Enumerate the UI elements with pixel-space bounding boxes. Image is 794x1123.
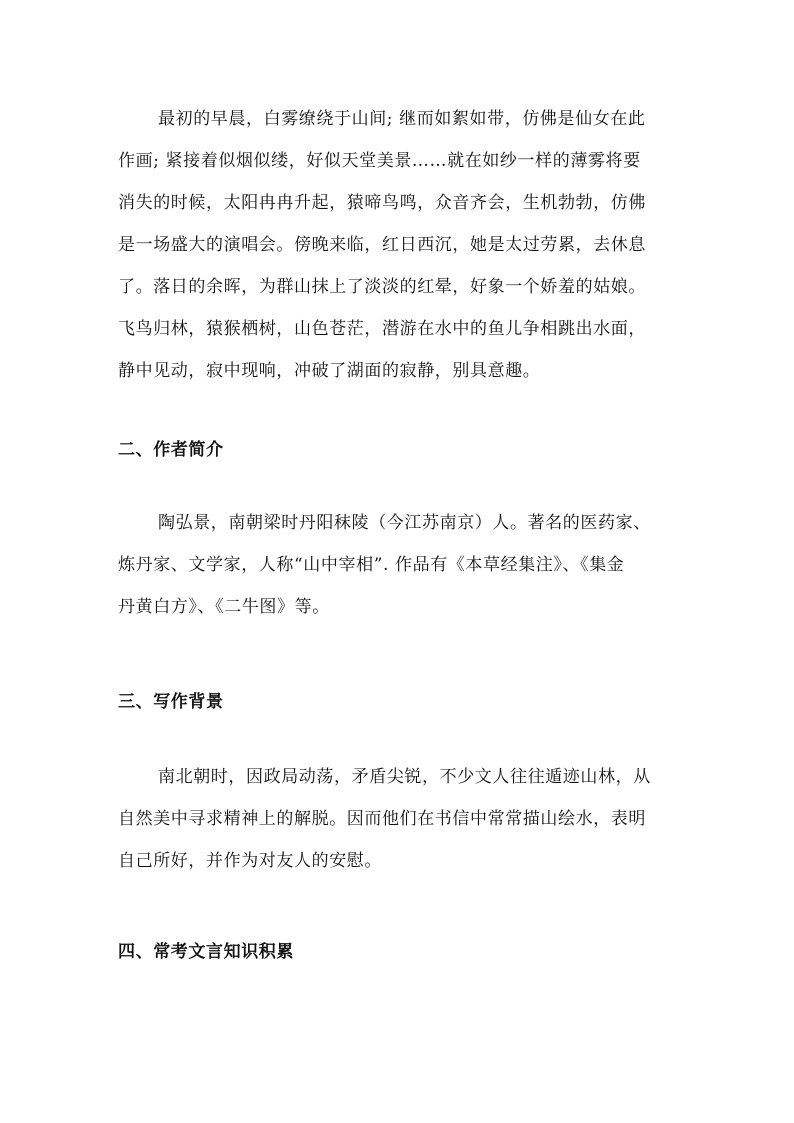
- paragraph-line: 炼丹家、文学家，人称“山中宰相”. 作品有《本草经集注》、《集金: [118, 555, 625, 575]
- paragraph-background: [118, 756, 690, 882]
- paragraph-author: [118, 502, 690, 628]
- paragraph-line: 消失的时候，太阳冉冉升起，猿啼鸟鸣，众音齐会，生机勃勃，仿佛: [118, 193, 646, 213]
- paragraph-scenery: [118, 98, 690, 392]
- paragraph-line: 南北朝时，因政局动荡，矛盾尖锐，不少文人往往遁迹山林，从: [158, 767, 651, 787]
- paragraph-line: 静中见动，寂中现响，冲破了湖面的寂静，别具意趣。: [118, 361, 541, 381]
- section-heading-knowledge: 四、常考文言知识积累: [118, 942, 294, 962]
- paragraph-line: 陶弘景，南朝梁时丹阳秣陵（今江苏南京）人。著名的医药家、: [158, 513, 651, 533]
- paragraph-line: 作画; 紧接着似烟似缕，好似天堂美景……就在如纱一样的薄雾将要: [118, 151, 641, 171]
- section-heading-background: 三、写作背景: [118, 692, 224, 712]
- paragraph-line: 是一场盛大的演唱会。傍晚来临，红日西沉，她是太过劳累，去休息: [118, 235, 646, 255]
- paragraph-line: 丹黄白方》、《二牛图》等。: [118, 597, 330, 617]
- paragraph-line: 最初的早晨，白雾缭绕于山间; 继而如絮如带，仿佛是仙女在此: [158, 109, 646, 129]
- section-heading-author: 二、作者简介: [118, 440, 224, 460]
- paragraph-line: 飞鸟归林，猿猴栖树，山色苍茫，潜游在水中的鱼儿争相跳出水面，: [118, 319, 646, 339]
- paragraph-line: 自己所好，并作为对友人的安慰。: [118, 851, 382, 871]
- paragraph-line: 自然美中寻求精神上的解脱。因而他们在书信中常常描山绘水，表明: [118, 809, 646, 829]
- paragraph-line: 了。落日的余晖，为群山抹上了淡淡的红晕，好象一个娇羞的姑娘。: [118, 277, 646, 297]
